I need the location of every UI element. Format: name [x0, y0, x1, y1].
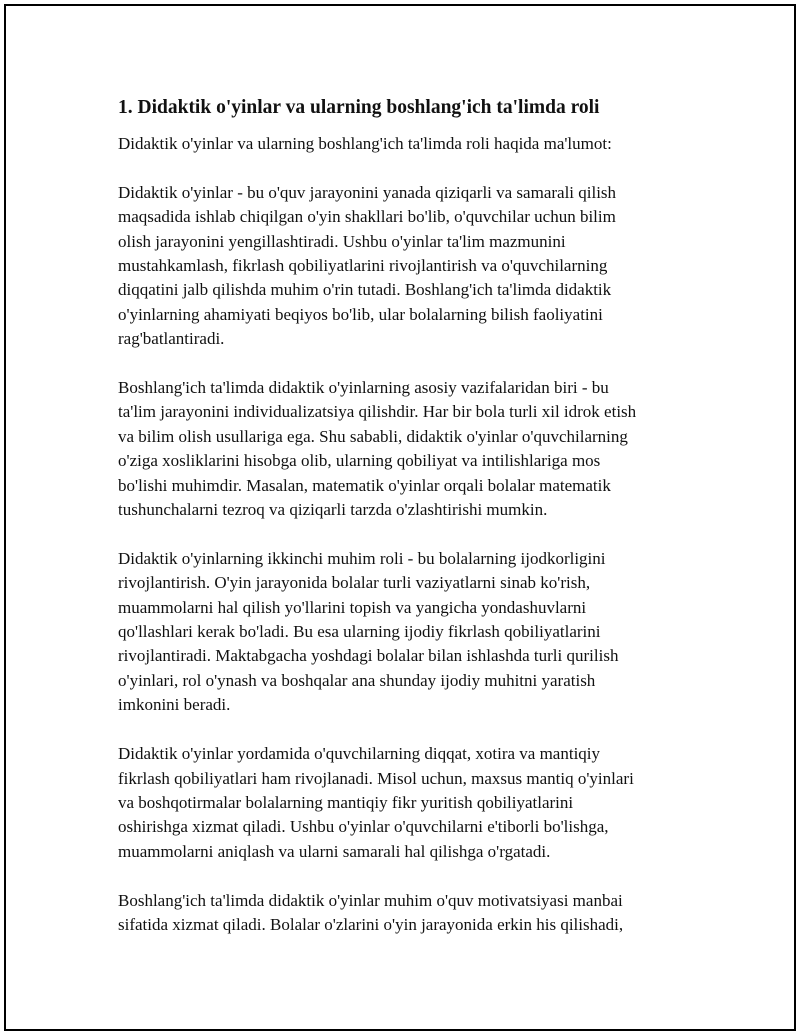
paragraph	[118, 181, 678, 352]
text-line: o'ziga xosliklarini hisobga olib, ularning qobiliyat va intilishlariga mos	[118, 451, 601, 471]
text-line: tushunchalarni tezroq va qiziqarli tarzda o'zlashtirishi mumkin.	[118, 500, 548, 520]
paragraph	[118, 742, 678, 864]
document-body	[118, 96, 678, 962]
paragraph-list	[118, 132, 678, 937]
paragraph	[118, 376, 678, 522]
text-line: o'yinlari, rol o'ynash va boshqalar ana shunday ijodiy muhitni yaratish	[118, 670, 596, 690]
text-line: rag'batlantiradi.	[118, 329, 225, 349]
text-line: Didaktik o'yinlar yordamida o'quvchilarning diqqat, xotira va mantiqiy	[118, 744, 601, 764]
text-line: muammolarni aniqlash va ularni samarali hal qilishga o'rgatadi.	[118, 841, 551, 861]
text-line: ta'lim jarayonini individualizatsiya qilishdir. Har bir bola turli xil idrok etish	[118, 402, 637, 422]
text-line: mustahkamlash, fikrlash qobiliyatlarini rivojlantirish va o'quvchilarning	[118, 256, 608, 276]
document-title: 1. Didaktik o'yinlar va ularning boshlang'ich ta'limda roli	[118, 97, 600, 118]
text-line: qo'llashlari kerak bo'ladi. Bu esa ularning ijodiy fikrlash qobiliyatlarini	[118, 622, 601, 642]
text-line: imkonini beradi.	[118, 695, 231, 715]
text-line: diqqatini jalb qilishda muhim o'rin tutadi. Boshlang'ich ta'limda didaktik	[118, 280, 612, 300]
text-line: o'yinlarning ahamiyati beqiyos bo'lib, ular bolalarning bilish faoliyatini	[118, 304, 603, 324]
text-line: Boshlang'ich ta'limda didaktik o'yinlar muhim o'quv motivatsiyasi manbai	[118, 890, 623, 910]
text-line: va bilim olish usullariga ega. Shu sababli, didaktik o'yinlar o'quvchilarning	[118, 426, 628, 446]
text-line: muammolarni hal qilish yo'llarini topish va yangicha yondashuvlarni	[118, 597, 587, 617]
text-line: olish jarayonini yengillashtiradi. Ushbu o'yinlar ta'lim mazmunini	[118, 231, 566, 251]
paragraph	[118, 547, 678, 718]
text-line: fikrlash qobiliyatlari ham rivojlanadi. Misol uchun, maxsus mantiq o'yinlari	[118, 768, 634, 788]
text-line: va boshqotirmalar bolalarning mantiqiy fikr yuritish qobiliyatlarini	[118, 792, 574, 812]
text-line: bo'lishi muhimdir. Masalan, matematik o'yinlar orqali bolalar matematik	[118, 475, 611, 495]
text-line: sifatida xizmat qiladi. Bolalar o'zlarini o'yin jarayonida erkin his qilishadi,	[118, 914, 624, 934]
text-line: Boshlang'ich ta'limda didaktik o'yinlarning asosiy vazifalaridan biri - bu	[118, 378, 609, 398]
text-line: Didaktik o'yinlarning ikkinchi muhim roli - bu bolalarning ijodkorligini	[118, 548, 606, 568]
text-line: Didaktik o'yinlar va ularning boshlang'ich ta'limda roli haqida ma'lumot:	[118, 134, 612, 153]
paragraph	[118, 889, 678, 938]
text-line: Didaktik o'yinlar - bu o'quv jarayonini yanada qiziqarli va samarali qilish	[118, 182, 617, 202]
paragraph	[118, 132, 678, 156]
text-line: rivojlantirish. O'yin jarayonida bolalar turli vaziyatlarni sinab ko'rish,	[118, 573, 591, 593]
text-line: oshirishga xizmat qiladi. Ushbu o'yinlar o'quvchilarni e'tiborli bo'lishga,	[118, 817, 609, 837]
text-line: rivojlantiradi. Maktabgacha yoshdagi bolalar bilan ishlashda turli qurilish	[118, 646, 619, 666]
text-line: maqsadida ishlab chiqilgan o'yin shakllari bo'lib, o'quvchilar uchun bilim	[118, 207, 616, 227]
